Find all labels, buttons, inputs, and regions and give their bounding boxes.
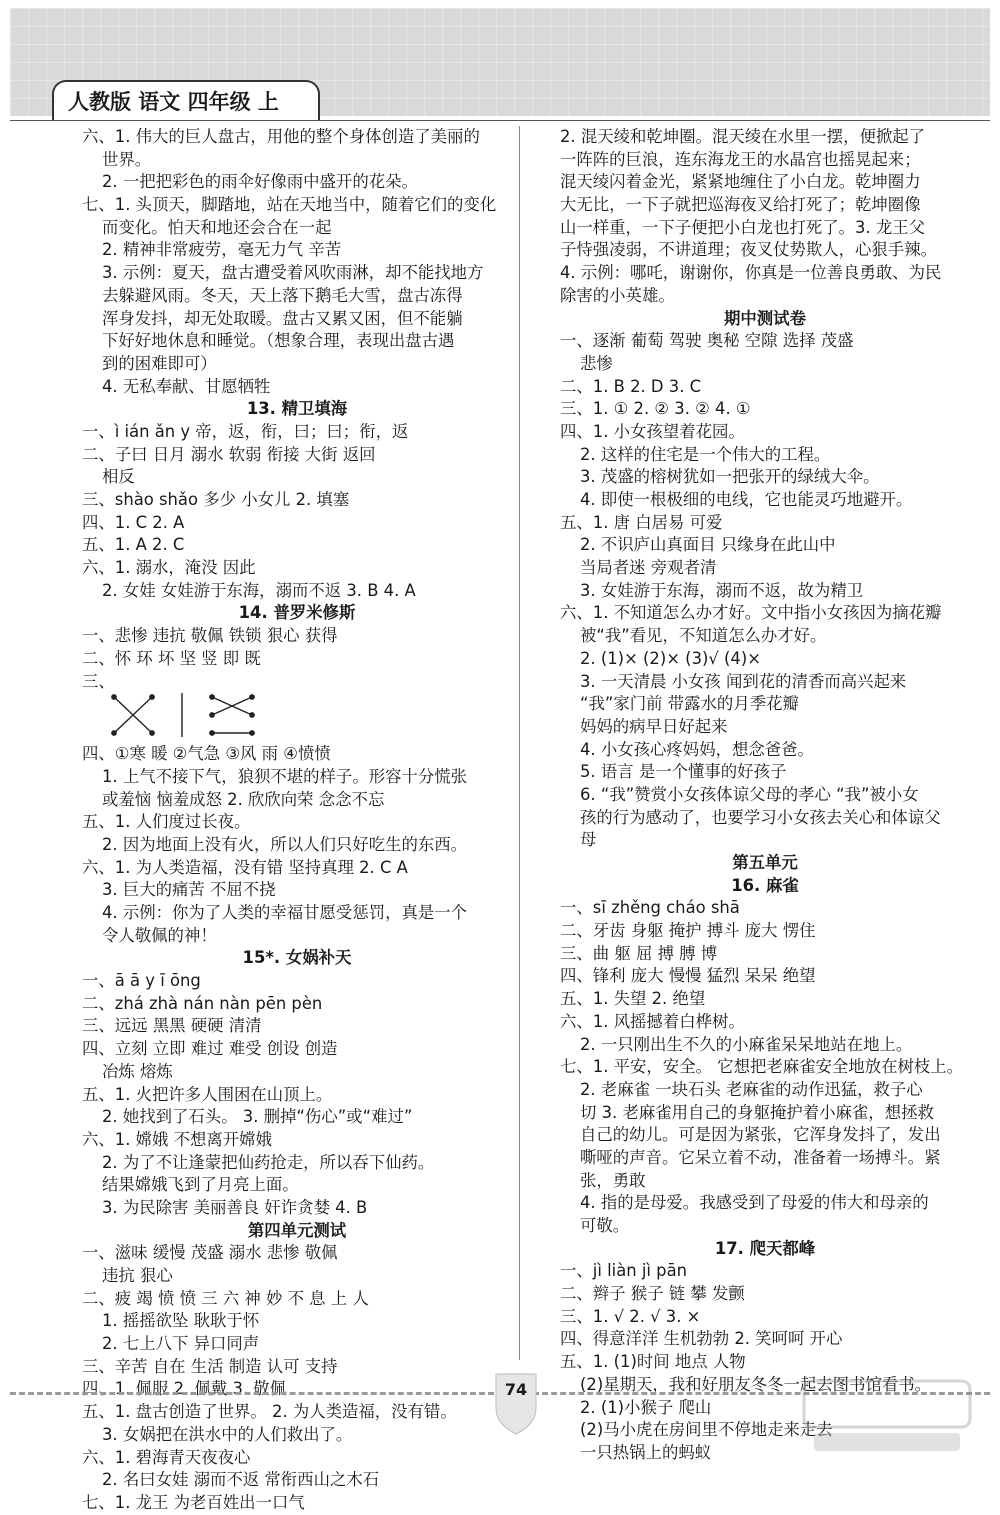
answer-line: (2)星期天，我和好朋友冬冬一起去图书馆看书。: [580, 1374, 932, 1394]
answer-line: 二、zhá zhà nán nàn pēn pèn: [82, 993, 323, 1013]
answer-line: 4. 示例：你为了人类的幸福甘愿受惩罚，真是一个: [102, 903, 468, 922]
answer-line: 张，勇敢: [580, 1170, 646, 1190]
answer-line: 3. 一天清晨 小女孩 闻到花的清香而高兴起来: [580, 671, 907, 691]
answer-line: 四、得意洋洋 生机勃勃 2. 笑呵呵 开心: [560, 1329, 843, 1349]
answer-line: 二、子曰 日月 溺水 软弱 衔接 大街 返回: [82, 444, 376, 464]
answer-line: 2. 为了不让逢蒙把仙药抢走，所以吞下仙药。: [102, 1152, 435, 1172]
book-edition-label: 人教版 语文 四年级 上: [52, 80, 320, 120]
answer-line: 六、1. 溺水，淹没 因此: [82, 558, 256, 578]
answer-line: 一、ā ā y ī ōng: [82, 971, 201, 991]
answer-line: 六、1. 不知道怎么办才好。文中指小女孩因为摘花瓣: [560, 603, 942, 623]
answer-line: 三、远远 黑黑 硬硬 清清: [82, 1016, 262, 1036]
answer-line: 被“我”看见，不知道怎么办才好。: [580, 626, 827, 646]
answer-line: 可敬。: [580, 1216, 630, 1235]
section-title: 第四单元测试: [247, 1220, 347, 1240]
answer-line: 而变化。怕天和地还会合在一起: [102, 217, 332, 237]
section-title: 15*. 女娲补天: [242, 948, 352, 968]
answer-line: 3. 茂盛的榕树犹如一把张开的绿绒大伞。: [580, 467, 880, 487]
answer-line: 3. 为民除害 美丽善良 奸诈贪婪 4. B: [102, 1197, 368, 1217]
answer-line: 2. 女娃 女娃游于东海，溺而不返 3. B 4. A: [102, 580, 416, 600]
answer-line: 3. 示例：夏天，盘古遭受着风吹雨淋，却不能找地方: [102, 263, 484, 283]
answer-line: 四、1. C 2. A: [82, 512, 185, 532]
answer-line: 浑身发抖，却无处取暖。盘古又累又困，但不能躺: [102, 308, 463, 328]
answer-line: 五、1. 盘古创造了世界。 2. 为人类造福，没有错。: [82, 1402, 457, 1422]
answer-line: 五、1. 人们度过长夜。: [82, 812, 251, 832]
answer-line: 冶炼 熔炼: [102, 1061, 173, 1081]
answer-line: 2. 老麻雀 一块石头 老麻雀的动作迅猛，救子心: [580, 1079, 923, 1099]
answer-line: 六、1. 风摇撼着白桦树。: [560, 1011, 745, 1031]
page-number: 74: [504, 1380, 528, 1399]
matching-lines-diagram: [82, 693, 512, 743]
answer-line: 四、立刻 立即 难过 难受 创设 创造: [82, 1039, 338, 1059]
answer-line: 2. 这样的住宅是一个伟大的工程。: [580, 444, 831, 464]
answer-line: 一、ì ián ǎn y 帝，返，衔，曰；曰；衔，返: [82, 421, 409, 441]
answer-line: 2. (1)小猴子 爬山: [580, 1397, 712, 1417]
answer-line: 2. 不识庐山真面目 只缘身在此山中: [580, 535, 836, 555]
answer-line: 去躲避风雨。冬天，天上落下鹅毛大雪，盘古冻得: [102, 285, 463, 305]
answer-line: 二、疲 竭 愤 愤 三 六 神 妙 不 息 上 人: [82, 1288, 369, 1308]
answer-line: 2. 因为地面上没有火，所以人们只好吃生的东西。: [102, 834, 468, 854]
answer-line: 母: [580, 830, 597, 850]
answer-line: 七、1. 平安，安全。 它想把老麻雀安全地放在树枝上。: [560, 1057, 964, 1077]
answer-line: 五、1. 失望 2. 绝望: [560, 989, 706, 1009]
answer-line: 2. 混天绫和乾坤圈。混天绫在水里一摆，便掀起了: [560, 127, 926, 146]
section-title: 17. 爬天都峰: [714, 1238, 816, 1258]
answer-line: 2. 名曰女娃 溺而不返 常衔西山之木石: [102, 1470, 380, 1490]
section-title: 期中测试卷: [724, 308, 806, 328]
answer-line: 4. 无私奉献、甘愿牺牲: [102, 376, 271, 396]
answer-line: 六、1. 伟大的巨人盘古，用他的整个身体创造了美丽的: [82, 127, 480, 146]
answer-line: 山一样重，一下子便把小白龙也打死了。3. 龙王父: [560, 217, 926, 237]
answer-line: 4. 小女孩心疼妈妈，想念爸爸。: [580, 739, 814, 759]
answer-line: 三、1. ① 2. ② 3. ② 4. ①: [560, 399, 751, 419]
answer-line: 三、曲 躯 屈 搏 膊 博: [560, 943, 718, 963]
watermark-logo: [802, 1379, 972, 1459]
answer-line: 一只热锅上的蚂蚁: [580, 1442, 712, 1462]
answer-line: 4. 即使一根极细的电线，它也能灵巧地避开。: [580, 490, 913, 509]
answer-line: 5. 语言 是一个懂事的好孩子: [580, 762, 787, 782]
answer-line: 3. 巨大的痛苦 不屈不挠: [102, 880, 276, 900]
answer-line: 2. 她找到了石头。 3. 删掉“伤心”或“难过”: [102, 1107, 413, 1127]
answer-line: 嘶哑的声音。它呆立着不动，准备着一场搏斗。紧: [580, 1147, 941, 1167]
answer-line: 六、1. 为人类造福，没有错 坚持真理 2. C A: [82, 857, 408, 877]
answer-column-right: [560, 126, 970, 1465]
answer-line: 一、悲惨 违抗 敬佩 铁锁 狠心 获得: [82, 626, 338, 646]
answer-line: 令人敬佩的神！: [102, 925, 217, 945]
answer-line: 一、逐渐 葡萄 驾驶 奥秘 空隙 选择 茂盛: [560, 331, 854, 351]
answer-line: 1. 上气不接下气，狼狈不堪的样子。形容十分慌张: [102, 766, 468, 786]
answer-column-left: [82, 126, 512, 1515]
answer-line: 六、1. 碧海青天夜夜心: [82, 1447, 251, 1467]
answer-line: 到的困难即可）: [102, 353, 217, 373]
section-title: 13. 精卫填海: [246, 399, 348, 419]
answer-line: 除害的小英雄。: [560, 285, 675, 305]
answer-line: 六、1. 嫦娥 不想离开嫦娥: [82, 1129, 272, 1149]
answer-line: 七、1. 头顶天，脚踏地，站在天地当中，随着它们的变化: [82, 195, 497, 215]
answer-line: 子恃强凌弱，不讲道理；夜叉仗势欺人，心狠手辣。: [560, 240, 937, 260]
answer-line: 五、1. 火把许多人围困在山顶上。: [82, 1084, 333, 1104]
answer-line: 悲惨: [580, 353, 613, 373]
header-rule: [10, 120, 990, 121]
answer-line: 3. 女娃游于东海，溺而不返，故为精卫: [580, 580, 864, 600]
answer-line: 一、滋味 缓慢 茂盛 溺水 悲惨 敬佩: [82, 1243, 338, 1263]
answer-line: 四、锋利 庞大 慢慢 猛烈 呆呆 绝望: [560, 966, 816, 986]
answer-line: 三、shào shǎo 多少 小女儿 2. 填塞: [82, 490, 350, 509]
answer-line: 违抗 狠心: [102, 1266, 173, 1285]
answer-line: 大无比，一下子就把巡海夜叉给打死了；乾坤圈像: [560, 195, 921, 215]
answer-line: 三、: [82, 671, 115, 691]
column-divider: [519, 126, 520, 1360]
answer-line: 相反: [102, 467, 135, 487]
answer-line: 五、1. 唐 白居易 可爱: [560, 512, 723, 532]
answer-line: 2. 精神非常疲劳，毫无力气 辛苦: [102, 240, 342, 260]
answer-line: 6. “我”赞赏小女孩体谅父母的孝心 “我”被小女: [580, 784, 919, 804]
answer-line: 四、1. 佩服 2. 佩戴 3. 敬佩: [82, 1379, 287, 1399]
answer-line: 或羞恼 恼羞成怒 2. 欣欣向荣 念念不忘: [102, 789, 385, 809]
answer-line: 一、sī zhěng cháo shā: [560, 898, 740, 918]
answer-line: 七、1. 龙王 为老百姓出一口气: [82, 1492, 305, 1512]
answer-line: 切 3. 老麻雀用自己的身躯掩护着小麻雀，想拯救: [580, 1102, 934, 1122]
answer-line: 当局者迷 旁观者清: [580, 558, 717, 578]
answer-line: 1. 摇摇欲坠 耿耿于怀: [102, 1311, 260, 1331]
section-title: 第五单元: [732, 853, 798, 872]
answer-line: 孩的行为感动了，也要学习小女孩去关心和体谅父: [580, 807, 941, 827]
answer-line: 4. 示例：哪吒，谢谢你，你真是一位善良勇敢、为民: [560, 263, 942, 283]
answer-line: 下好好地休息和睡觉。（想象合理，表现出盘古遇: [102, 331, 455, 351]
answer-line: “我”家门前 带露水的月季花瓣: [580, 694, 799, 714]
answer-line: 五、1. (1)时间 地点 人物: [560, 1352, 746, 1372]
answer-line: 4. 指的是母爱。我感受到了母爱的伟大和母亲的: [580, 1193, 929, 1213]
section-title: 16. 麻雀: [731, 875, 799, 895]
answer-line: 二、怀 环 坏 坚 竖 即 既: [82, 648, 261, 668]
answer-line: 2. (1)× (2)× (3)√ (4)×: [580, 648, 761, 668]
answer-line: 2. 一把把彩色的雨伞好像雨中盛开的花朵。: [102, 172, 418, 192]
answer-line: 三、1. √ 2. √ 3. ×: [560, 1306, 701, 1326]
answer-line: 3. 女娲把在洪水中的人们救出了。: [102, 1424, 353, 1444]
answer-line: 四、1. 小女孩望着花园。: [560, 421, 745, 441]
answer-line: 一、jì liàn jì pān: [560, 1261, 688, 1281]
answer-line: 2. 一只刚出生不久的小麻雀呆呆地站在地上。: [580, 1034, 913, 1054]
answer-line: 一阵阵的巨浪，连东海龙王的水晶宫也摇晃起来；: [560, 149, 921, 169]
answer-line: 二、辫子 猴子 链 攀 发颤: [560, 1284, 745, 1304]
answer-line: 世界。: [102, 149, 152, 169]
answer-line: 自己的幼儿。可是因为紧张，它浑身发抖了，发出: [580, 1125, 941, 1145]
answer-line: 三、辛苦 自在 生活 制造 认可 支持: [82, 1356, 338, 1376]
answer-line: 五、1. A 2. C: [82, 535, 185, 555]
answer-line: 混天绫闪着金光，紧紧地缠住了小白龙。乾坤圈力: [560, 172, 921, 192]
answer-line: 四、①寒 暖 ②气急 ③风 雨 ④愤愤: [82, 744, 331, 764]
answer-line: (2)马小虎在房间里不停地走来走去: [580, 1420, 833, 1440]
section-title: 14. 普罗米修斯: [238, 603, 356, 623]
answer-line: 2. 七上八下 异口同声: [102, 1334, 260, 1354]
answer-line: 妈妈的病早日好起来: [580, 716, 728, 736]
answer-line: 二、1. B 2. D 3. C: [560, 376, 702, 396]
answer-line: 二、牙齿 身躯 掩护 搏斗 庞大 愣住: [560, 921, 816, 941]
answer-line: 结果嫦娥飞到了月亮上面。: [102, 1175, 299, 1195]
